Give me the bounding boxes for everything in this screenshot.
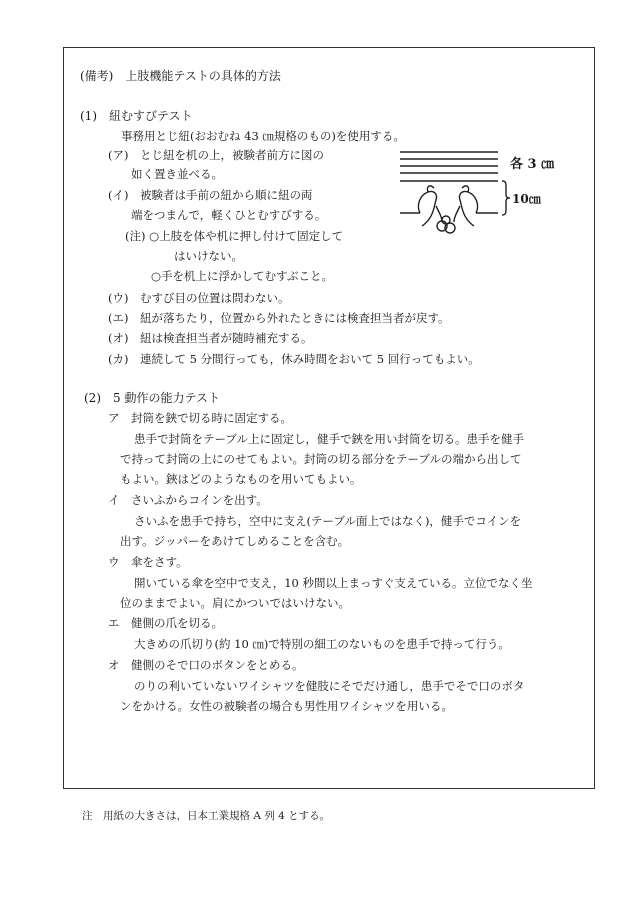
item-u2-line2: 位のままでよい。肩にかついではいけない。	[120, 596, 350, 610]
paper-size-footnote: 注 用紙の大きさは，日本工業規格 A 列 4 とする。	[82, 810, 331, 822]
note-line1: (注) ○上肢を体や机に押し付けて固定して	[125, 229, 344, 243]
figure-label-each: 各 3 ㎝	[510, 157, 555, 172]
item-i-line2: 端をつまんで，軽くひとむすびする。	[131, 208, 327, 222]
item-e2-line1: 大きめの爪切り(約 10 ㎝)で特別の細工のないものを患手で持って行う。	[134, 637, 510, 651]
note-line2: はいけない。	[174, 249, 243, 263]
item-a-line2: 如く置き並べる。	[131, 167, 223, 181]
item-o: (オ) 紐は検査担当者が随時補充する。	[108, 331, 313, 345]
section1-intro: 事務用とじ紐(おおむね 43 ㎝規格のもの)を使用する。	[121, 129, 405, 143]
item-a-line1: (ア) とじ紐を机の上，被験者前方に図の	[108, 148, 324, 162]
item-i2-line1: さいふを患手で持ち，空中に支え(テーブル面上ではなく)，健手でコインを	[134, 514, 522, 528]
item-o2-title: オ 健側のそで口のボタンをとめる。	[108, 658, 304, 672]
item-e2-title: エ 健側の爪を切る。	[108, 616, 223, 630]
item-u2-line1: 開いている傘を空中で支え，10 秒間以上まっすぐ支えている。立位でなく坐	[134, 576, 533, 590]
item-a2-line3: もよい。鋏はどのようなものを用いてもよい。	[120, 472, 362, 486]
item-a2-line2: で持って封筒の上にのせてもよい。封筒の切る部分をテーブルの端から出して	[120, 452, 522, 466]
item-a2-line1: 患手で封筒をテーブル上に固定し，健手で鋏を用い封筒を切る。患手を健手	[134, 432, 524, 446]
item-o2-line2: ンをかける。女性の被験者の場合も男性用ワイシャツを用いる。	[120, 699, 453, 713]
remarks-title: (備考) 上肢機能テストの具体的方法	[80, 69, 281, 83]
section2-title: (2) 5 動作の能力テスト	[84, 391, 220, 405]
section1-title: (1) 紐むすびテスト	[80, 109, 193, 123]
figure-label-10: 10㎝	[512, 192, 541, 206]
note-line3: ○手を机上に浮かしてむすぶこと。	[151, 269, 333, 283]
item-e: (エ) 紐が落ちたり，位置から外れたときには検査担当者が戻す。	[108, 311, 450, 325]
item-i2-line2: 出す。ジッパーをあけてしめることを含む。	[120, 534, 350, 548]
item-u2-title: ウ 傘をさす。	[108, 555, 188, 569]
item-a2-title: ア 封筒を鋏で切る時に固定する。	[108, 411, 292, 425]
item-i2-title: イ さいふからコインを出す。	[108, 493, 268, 507]
item-i-line1: (イ) 被験者は手前の紐から順に紐の両	[108, 188, 313, 202]
item-ka: (カ) 連続して 5 分間行っても，休み時間をおいて 5 回行ってもよい。	[108, 352, 480, 366]
item-u: (ウ) むすび目の位置は問わない。	[108, 291, 290, 305]
item-o2-line1: のりの利いていないワイシャツを健肢にそでだけ通し，患手でそで口のボタ	[134, 679, 525, 693]
